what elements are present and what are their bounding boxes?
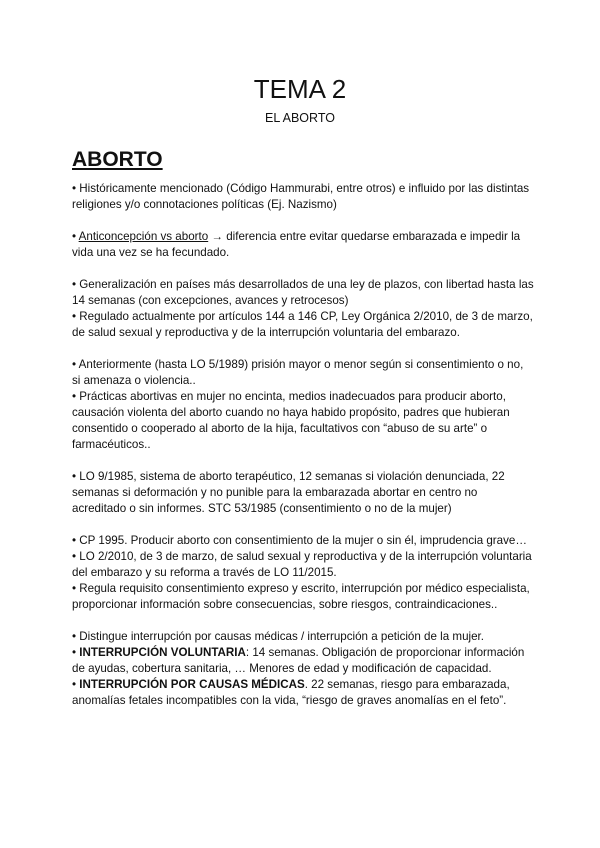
paragraph-lo-2010: • LO 2/2010, de 3 de marzo, de salud sexual y reproductiva y de la interrupción voluntaria del embarazo y su reforma a través de LO 11/2015. [72,550,532,579]
paragraph-text: : 14 semanas. Obligación de proporcionar información de ayudas, cobertura sanitaria, … Menores de edad y modificación de capacidad. [72,646,525,675]
underlined-term: Anticoncepción vs aborto [78,230,209,243]
bullet: • [72,230,79,243]
paragraph-previous: • Anteriormente (hasta LO 5/1989) prisión mayor o menor según si consentimiento o no, si amenaza o violencia.. [72,358,524,387]
paragraph-spacer [72,213,534,229]
paragraph-regulation: • Regulado actualmente por artículos 144 a 146 CP, Ley Orgánica 2/2010, de 3 de marzo, de salud sexual y reproductiva y de la interrupción voluntaria del embarazo. [72,310,533,339]
paragraph-text: . 22 semanas, riesgo para embarazada, anomalías fetales incompatibles con la vida, “riesgo de graves anomalías en el feto”. [72,678,510,707]
paragraph-generalization: • Generalización en países más desarrollados de una ley de plazos, con libertad hasta las 14 semanas (con excepciones, avances y retrocesos) [72,278,534,307]
bold-term: INTERRUPCIÓN VOLUNTARIA [79,646,246,659]
paragraph-spacer [72,261,534,277]
paragraph-medical [72,677,534,709]
paragraph-voluntary [72,645,534,677]
paragraph-distinction: • Distingue interrupción por causas médicas / interrupción a petición de la mujer. [72,630,484,643]
bullet: • [72,646,80,659]
bullet: • [72,678,80,691]
paragraph-lo-1985: • LO 9/1985, sistema de aborto terapéutico, 12 semanas si violación denunciada, 22 semanas si deformación y no punible para la embarazada abortar en centro no acreditado o sin informes. STC 53/1985 (consentimiento o no de la mujer) [72,470,505,515]
document-subtitle: EL ABORTO [265,111,335,125]
paragraph-spacer [72,613,534,629]
paragraph-history: • Históricamente mencionado (Código Hammurabi, entre otros) e influido por las distintas religiones y/o connotaciones políticas (Ej. Nazismo) [72,182,530,211]
paragraph-contraception [72,229,534,261]
paragraph-spacer [72,517,534,533]
paragraph-spacer [72,341,534,357]
paragraph-spacer [72,453,534,469]
document-body [72,181,534,709]
paragraph-requirements: • Regula requisito consentimiento expreso y escrito, interrupción por médico especialista, proporcionar información sobre consecuencias, sobre riesgos, contraindicaciones.. [72,582,530,611]
paragraph-cp-1995: • CP 1995. Producir aborto con consentimiento de la mujer o sin él, imprudencia grave… [72,534,527,547]
document-title: TEMA 2 [253,74,347,104]
paragraph-practices: • Prácticas abortivas en mujer no encinta, medios inadecuados para producir aborto, causación violenta del aborto cuando no haya habido propósito, padres que hubieran consentido o cooperado al aborto de la hija, facultativos con “abuso de su arte” o farmacéuticos.. [72,390,510,451]
section-heading: ABORTO [72,148,163,171]
bold-term: INTERRUPCIÓN POR CAUSAS MÉDICAS [79,678,305,691]
paragraph-text: → diferencia entre evitar quedarse embarazada e impedir la vida una vez se ha fecundado. [72,230,521,259]
